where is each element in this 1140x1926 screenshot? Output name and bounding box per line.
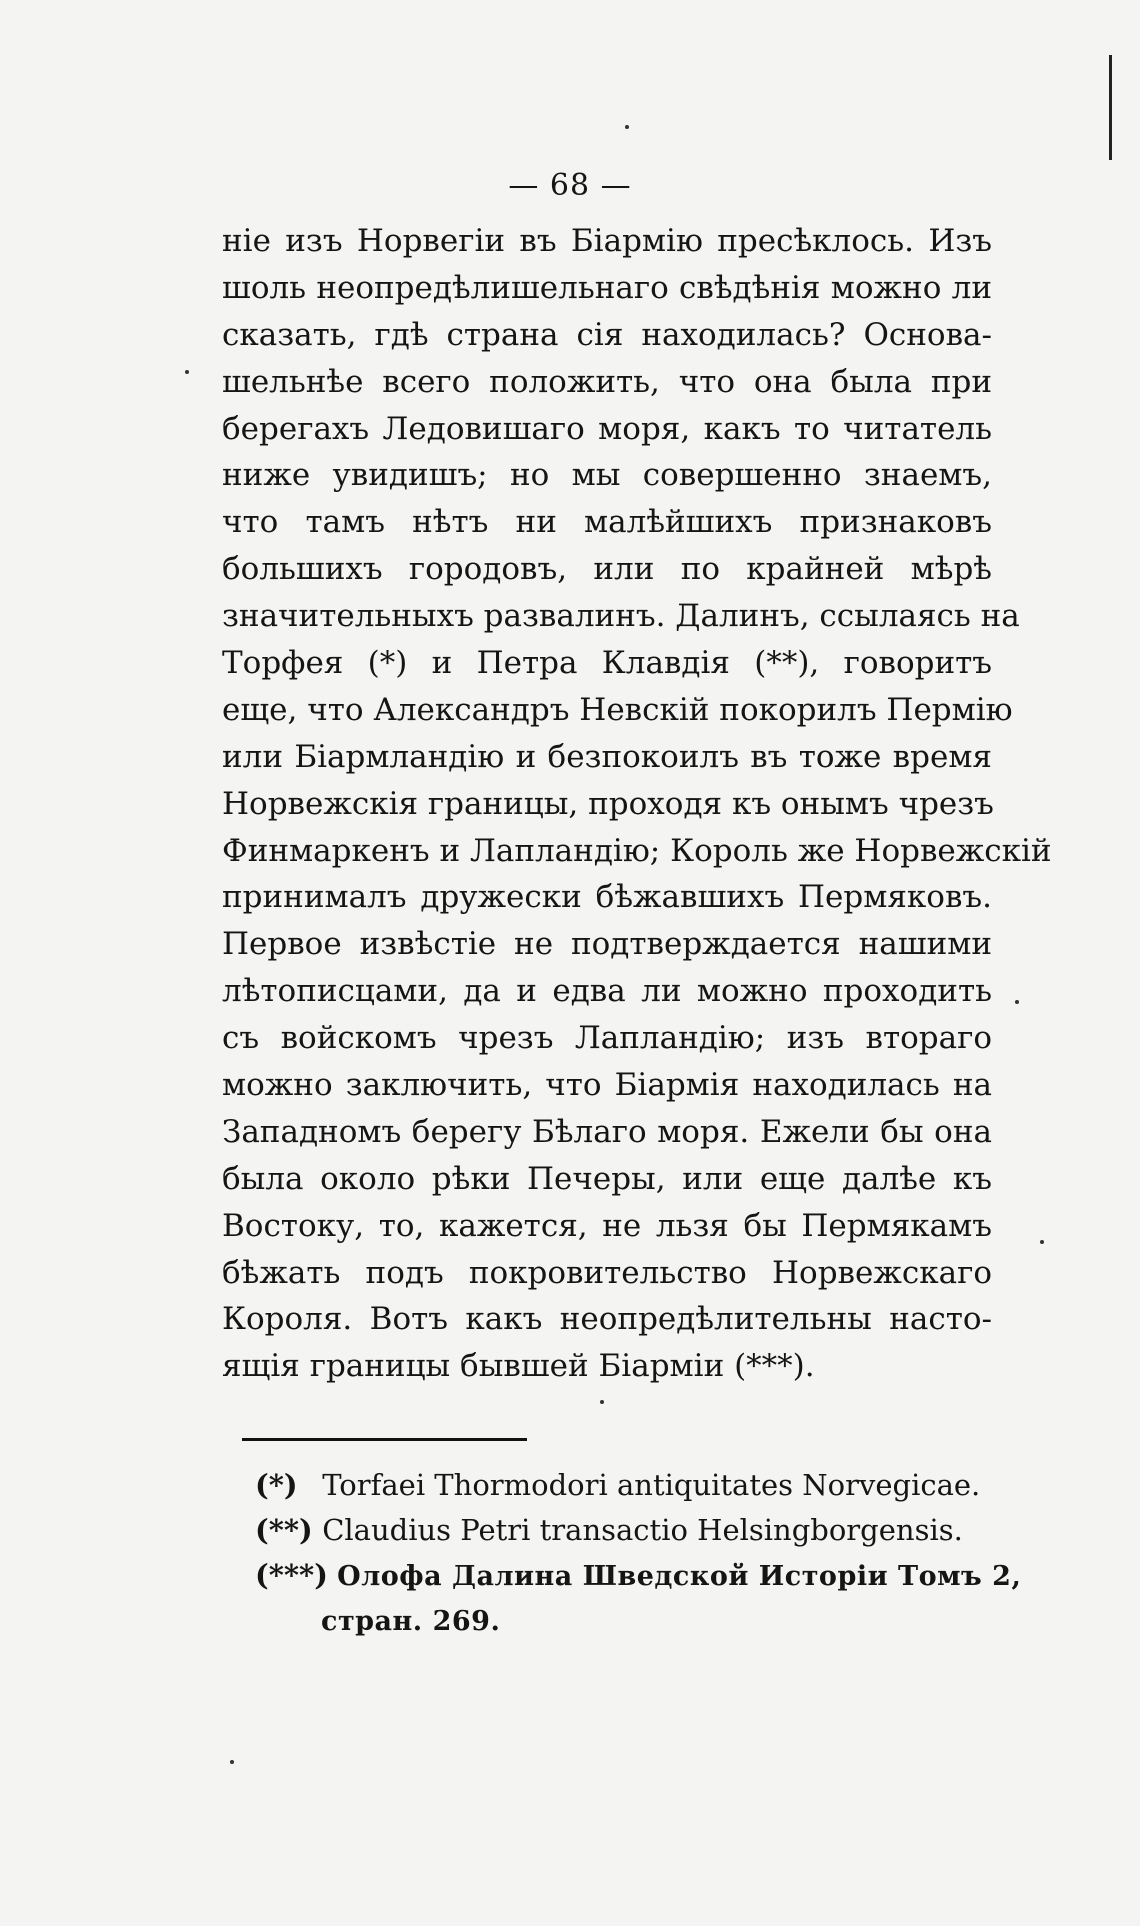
footnote-mark: (***) <box>255 1558 328 1592</box>
scan-speck <box>625 125 629 129</box>
footnote-text: Torfaei Thormodori antiquitates Norvegicae. <box>322 1468 981 1502</box>
text-line: что тамъ нѣтъ ни малѣйшихъ признаковъ <box>222 504 992 541</box>
scan-speck <box>185 370 189 374</box>
footnote-text: Олофа Далина Шведской Исторіи Томъ 2, <box>337 1561 1022 1592</box>
footnotes <box>255 1463 1022 1644</box>
text-line: Востоку, то, кажется, не льзя бы Пермякамъ <box>222 1207 992 1244</box>
scan-speck <box>1015 1000 1019 1004</box>
scan-speck <box>600 1400 604 1404</box>
body-text <box>222 218 1052 1390</box>
page-number: — 68 — <box>508 168 632 203</box>
text-line: Западномъ берегу Бѣлаго моря. Ежели бы она <box>222 1113 992 1150</box>
text-line: сказать, гдѣ страна сія находилась? Основа- <box>222 316 992 353</box>
footnote-3 <box>255 1553 1022 1599</box>
text-line: шельнѣе всего положить, что она была при <box>222 363 992 400</box>
text-line: Норвежскія границы, проходя къ онымъ чрезъ <box>222 785 994 822</box>
footnote-mark: (**) <box>255 1513 313 1547</box>
text-line: Короля. Вотъ какъ неопредѣлительны насто- <box>222 1301 992 1338</box>
footnote-2 <box>255 1508 1015 1553</box>
text-line: значительныхъ развалинъ. Далинъ, ссылаясь на <box>222 598 1020 635</box>
text-line: принималъ дружески бѣжавшихъ Пермяковъ. <box>222 879 992 916</box>
footnote-continuation: стран. 269. <box>321 1606 501 1637</box>
text-line: еще, что Александръ Невскій покорилъ Пермію <box>222 691 1013 728</box>
text-line: ніе изъ Норвегіи въ Біармію пресѣклось. Изъ <box>222 223 992 259</box>
text-line: или Біармландію и безпокоилъ въ тоже время <box>222 738 992 775</box>
footnote-text: Claudius Petri transactio Helsingborgensis. <box>322 1513 963 1547</box>
text-line: большихъ городовъ, или по крайней мѣрѣ <box>222 551 992 588</box>
text-line: Первое извѣстіе не подтверждается нашими <box>222 926 992 963</box>
text-line: можно заключить, что Біармія находилась на <box>222 1067 992 1104</box>
scan-speck <box>230 1760 234 1764</box>
page-edge-line <box>1109 55 1112 160</box>
text-line: Торфея (*) и Петра Клавдія (**), говоритъ <box>222 645 992 682</box>
text-line: шоль неопредѣлишельнаго свѣдѣнія можно ли <box>222 269 992 306</box>
text-line: берегахъ Ледовишаго моря, какъ то читатель <box>222 410 992 447</box>
footnote-rule <box>242 1438 527 1441</box>
text-line: лѣтописцами, да и едва ли можно проходить <box>222 973 992 1010</box>
text-line: ниже увидишъ; но мы совершенно знаемъ, <box>222 457 992 494</box>
text-line: съ войскомъ чрезъ Лапландію; изъ втораго <box>222 1020 992 1057</box>
text-line: была около рѣки Печеры, или еще далѣе къ <box>222 1160 992 1197</box>
text-line: ящія границы бывшей Біарміи (***). <box>222 1348 815 1385</box>
text-line: Финмаркенъ и Лапландію; Король же Норвежскій <box>222 832 1052 869</box>
footnote-1 <box>255 1463 1015 1508</box>
footnote-mark: (*) <box>255 1468 298 1502</box>
scan-speck <box>1040 1240 1044 1244</box>
text-line: бѣжать подъ покровительство Норвежскаго <box>222 1254 992 1291</box>
